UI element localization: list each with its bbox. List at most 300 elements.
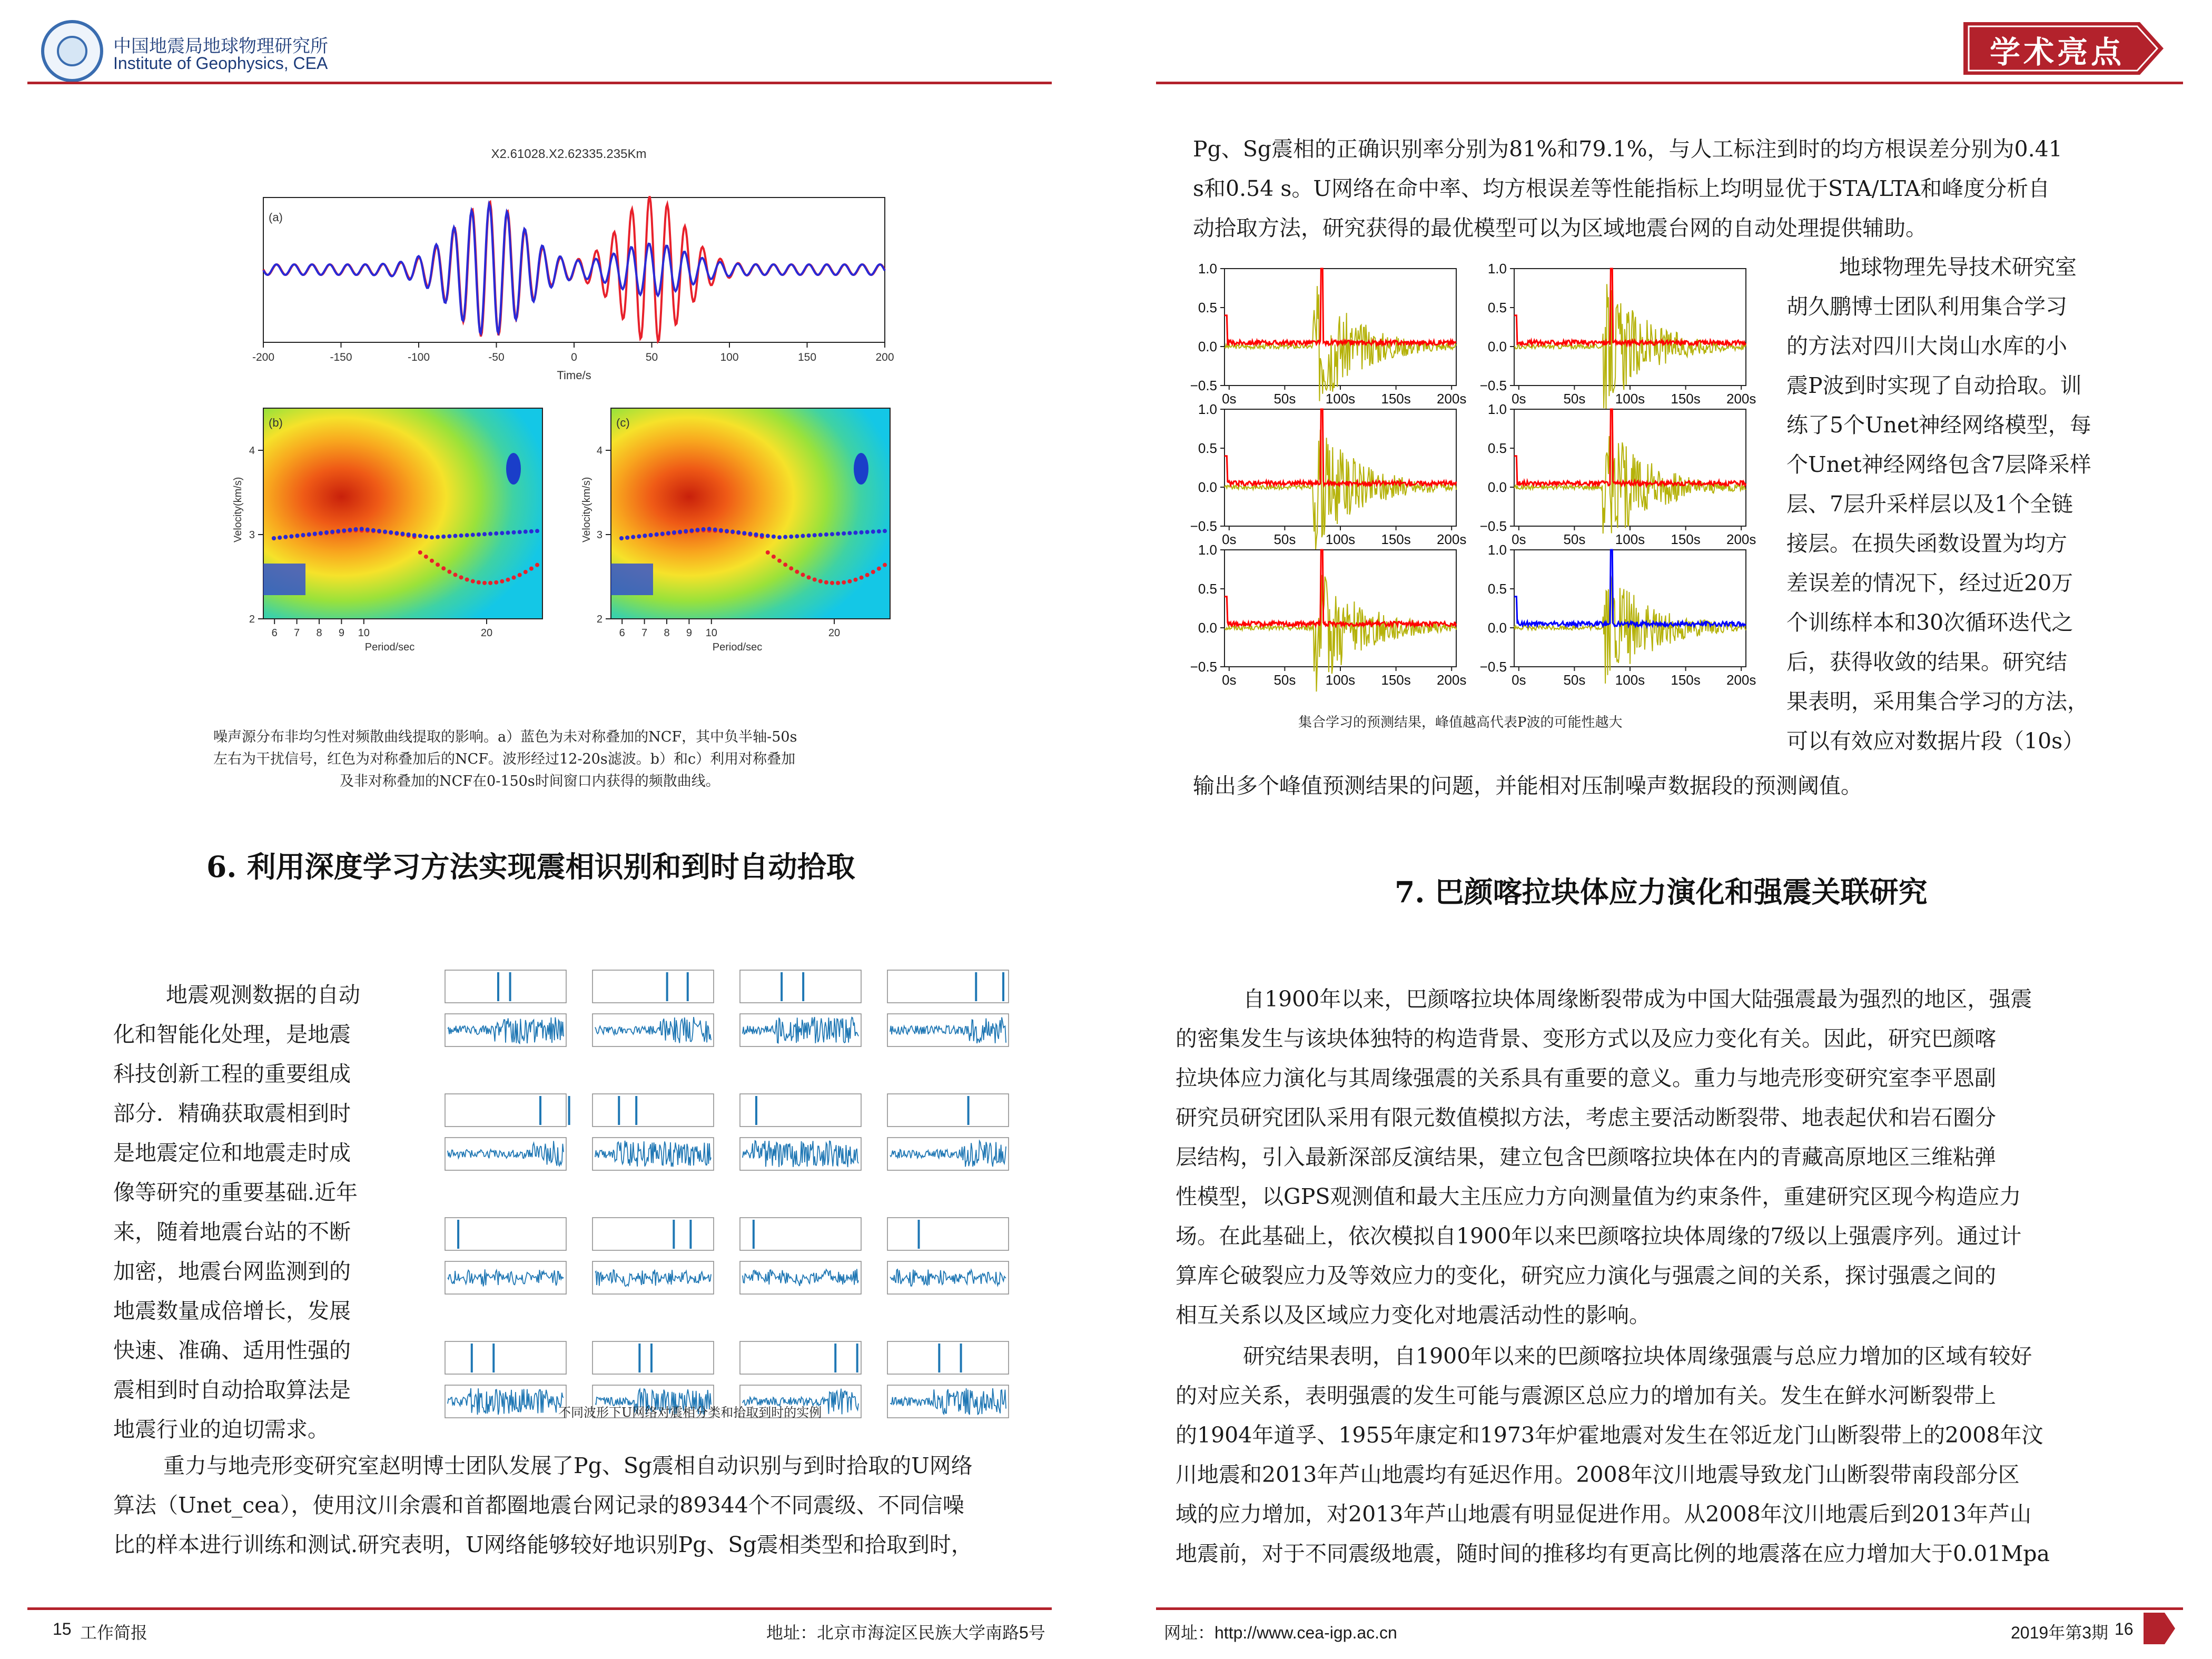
dispersion-point-blue <box>506 531 510 535</box>
ensemble-x-tick: 0s <box>1222 531 1237 547</box>
section6-para1-line: 部分．精确获取震相到时 <box>113 1101 351 1126</box>
dispersion-point-blue <box>512 530 516 535</box>
ensemble-x-tick: 50s <box>1273 391 1296 407</box>
dispersion-point-blue <box>707 527 712 531</box>
section7-para2-line: 地震前，对于不同震级地震，随时间的推移均有更高比例的地震落在应力增加大于0.01Mpa <box>1176 1541 2050 1566</box>
period-tick-label: 9 <box>338 627 344 639</box>
header-rule-right <box>1156 82 2183 84</box>
dispersion-point-blue <box>625 536 629 540</box>
dispersion-point-red <box>789 566 793 570</box>
section6-para1-line: 科技创新工程的重要组成 <box>113 1061 351 1087</box>
period-tick-label: 6 <box>271 627 278 639</box>
ensemble-x-tick: 100s <box>1615 672 1645 688</box>
dispersion-point-blue <box>807 534 811 538</box>
section7-para2-line: 的1904年道孚、1955年康定和1973年炉霍地震对发生在邻近龙门山断裂带上的2008年汶 <box>1176 1423 2043 1448</box>
dispersion-point-red <box>766 550 770 555</box>
dispersion-point-red <box>783 562 787 567</box>
dispersion-point-blue <box>313 531 317 536</box>
dispersion-point-blue <box>278 536 282 540</box>
velocity-tick-label: 2 <box>596 614 603 625</box>
dispersion-point-red <box>465 577 469 581</box>
ensemble-x-tick: 0s <box>1222 391 1237 407</box>
dispersion-point-blue <box>754 532 758 537</box>
dispersion-point-blue <box>418 534 422 538</box>
time-axis-ticks <box>252 342 894 363</box>
caption-top-line3: 及非对称叠加的NCF在0-150s时间窗口内获得的频散曲线。 <box>340 773 720 789</box>
dispersion-point-blue <box>400 532 404 536</box>
example-panel <box>887 1094 1009 1170</box>
caption-top-line1: 噪声源分布非均匀性对频散曲线提取的影响。a）蓝色为未对称叠加的NCF，其中负半轴-50s <box>213 729 797 745</box>
footer-address: 地址：北京市海淀区民族大学南路5号 <box>766 1623 1045 1642</box>
time-tick-label: -50 <box>488 351 505 363</box>
example-panel <box>592 1094 714 1170</box>
dispersion-point-blue <box>453 534 457 538</box>
dispersion-point-blue <box>301 533 305 537</box>
dispersion-point-blue <box>660 531 665 536</box>
ensemble-y-tick: 0.5 <box>1198 581 1217 597</box>
side-para-line: 接层。在损失函数设置为均方 <box>1786 531 2067 556</box>
dispersion-point-red <box>471 579 475 584</box>
time-tick-label: -100 <box>407 351 430 363</box>
header-rule-left <box>27 82 1052 84</box>
dispersion-point-blue <box>283 535 288 539</box>
dispersion-point-blue <box>713 528 717 532</box>
example-panel <box>887 1218 1009 1294</box>
example-panel <box>740 1218 861 1294</box>
ensemble-x-tick: 100s <box>1325 391 1356 407</box>
dispersion-point-blue <box>535 529 539 533</box>
dispersion-point-red <box>813 577 817 581</box>
dispersion-point-blue <box>631 535 635 539</box>
dispersion-point-red <box>512 576 516 580</box>
ensemble-y-tick: 0.0 <box>1487 620 1507 636</box>
section6-para1-line: 快速、准确、适用性强的 <box>113 1338 351 1363</box>
dispersion-point-blue <box>847 531 852 535</box>
dispersion-point-blue <box>666 531 670 535</box>
ensemble-x-tick: 100s <box>1325 672 1356 688</box>
dispersion-point-red <box>807 575 811 579</box>
section6-para2-line: 算法（Unet_cea），使用汶川余震和首都圈地震台网记录的89344个不同震级、不同信噪 <box>113 1493 964 1518</box>
dispersion-point-blue <box>482 532 487 536</box>
dispersion-point-blue <box>412 533 417 537</box>
period-axis-label-c: Period/sec <box>712 641 763 653</box>
dispersion-point-red <box>488 581 492 585</box>
ensemble-x-tick: 50s <box>1273 531 1296 547</box>
time-tick-label: 150 <box>797 351 817 363</box>
section6-para1-line: 地震行业的迫切需求。 <box>113 1417 329 1442</box>
panel-c-blue-spot <box>854 453 868 485</box>
time-tick-label: -150 <box>330 351 352 363</box>
section6-para1-line: 来，随着地震台站的不断 <box>113 1219 351 1245</box>
example-panel <box>445 1341 566 1418</box>
ensemble-y-tick: −0.5 <box>1479 518 1507 534</box>
side-para-line: 果表明，采用集合学习的方法， <box>1786 689 2089 714</box>
section7-para1-line: 场。在此基础上，依次模拟自1900年以来巴颜喀拉块体周缘的7级以上强震序列。通过计 <box>1176 1223 2022 1249</box>
ensemble-panel <box>1480 401 1756 547</box>
example-panel <box>445 1218 566 1294</box>
side-para-line: 个Unet神经网络包含7层降采样 <box>1786 452 2091 477</box>
dispersion-point-blue <box>477 532 481 537</box>
period-tick-label: 7 <box>641 627 648 639</box>
example-panel <box>445 1094 570 1170</box>
dispersion-point-blue <box>702 527 706 531</box>
period-tick-label: 8 <box>664 627 670 639</box>
dispersion-point-blue <box>500 531 504 535</box>
ensemble-y-tick: 1.0 <box>1487 261 1507 276</box>
dispersion-point-blue <box>830 532 834 536</box>
dispersion-point-blue <box>319 531 323 535</box>
dispersion-point-blue <box>383 530 387 534</box>
dispersion-point-blue <box>366 528 370 532</box>
velocity-axis-label-b: Velocity(km/s) <box>232 477 244 542</box>
ensemble-x-tick: 200s <box>1726 391 1756 407</box>
ensemble-x-tick: 200s <box>1437 672 1467 688</box>
dispersion-point-blue <box>783 535 787 539</box>
dispersion-point-blue <box>394 531 399 535</box>
dispersion-point-blue <box>518 530 522 534</box>
ensemble-x-tick: 0s <box>1222 672 1237 688</box>
ensemble-x-tick: 50s <box>1563 391 1586 407</box>
ensemble-x-tick: 150s <box>1671 672 1701 688</box>
ensemble-x-tick: 50s <box>1273 672 1296 688</box>
ensemble-panel <box>1480 542 1756 688</box>
section6-para1-line: 加密，地震台网监测到的 <box>113 1259 351 1284</box>
side-para-line: 层、7层升采样层以及1个全链 <box>1786 491 2073 517</box>
section7-para1-line: 的密集发生与该块体独特的构造背景、变形方式以及应力变化有关。因此，研究巴颜喀 <box>1176 1026 1996 1051</box>
section7-para1-line: 拉块体应力演化与其周缘强震的关系具有重要的意义。重力与地壳形变研究室李平恩副 <box>1176 1065 1996 1091</box>
dispersion-point-red <box>524 570 528 574</box>
right-top-para-line: s和0.54 s。U网络在命中率、均方根误差等性能指标上均明显优于STA/LTA和峰度分析自 <box>1193 176 2050 201</box>
section-banner-label: 学术亮点 <box>1990 34 2125 70</box>
ensemble-y-tick: 1.0 <box>1198 261 1217 276</box>
ensemble-y-tick: 0.5 <box>1487 581 1507 597</box>
dispersion-point-red <box>830 581 834 585</box>
dispersion-point-red <box>424 555 428 559</box>
side-para-line: 可以有效应对数据片段（10s） <box>1786 728 2085 754</box>
section6-para1-line: 地震数量成倍增长，发展 <box>113 1298 351 1324</box>
dispersion-point-blue <box>289 534 293 538</box>
dispersion-point-blue <box>672 530 676 535</box>
dispersion-point-blue <box>813 533 817 537</box>
ensemble-y-tick: −0.5 <box>1190 659 1217 675</box>
dispersion-point-blue <box>719 528 723 532</box>
dispersion-point-blue <box>789 535 793 539</box>
ensemble-y-tick: 0.5 <box>1198 300 1217 315</box>
left-page-number: 15 <box>53 1619 72 1638</box>
side-para-line: 后，获得收敛的结果。研究结 <box>1786 649 2067 675</box>
ensemble-figure-caption: 集合学习的预测结果，峰值越高代表P波的可能性越大 <box>1298 715 1623 730</box>
dispersion-point-red <box>883 563 887 567</box>
dispersion-point-blue <box>736 530 740 535</box>
ensemble-x-tick: 200s <box>1726 531 1756 547</box>
dispersion-point-blue <box>424 535 428 539</box>
dispersion-point-blue <box>471 533 475 537</box>
period-tick-label: 20 <box>480 627 493 639</box>
period-tick-label: 8 <box>316 627 322 639</box>
caption-top-line2: 左右为干扰信号，红色为对称叠加后的NCF。波形经过12-20s滤波。b）和c）利用对称叠加 <box>213 751 796 767</box>
ensemble-y-tick: 1.0 <box>1487 542 1507 558</box>
dispersion-figure <box>221 142 916 664</box>
panel-c-label: (c) <box>616 416 630 429</box>
example-panel <box>887 1341 1009 1418</box>
dispersion-point-red <box>801 572 805 577</box>
ensemble-y-tick: 0.0 <box>1198 339 1217 354</box>
period-tick-label: 6 <box>619 627 625 639</box>
dispersion-point-red <box>459 575 463 579</box>
dispersion-point-blue <box>389 530 393 535</box>
dispersion-point-blue <box>307 532 311 537</box>
dispersion-point-red <box>842 580 846 585</box>
dispersion-point-red <box>877 567 881 571</box>
figure-title: X2.61028.X2.62335.235Km <box>491 147 647 161</box>
section7-para1-line: 性模型，以GPS观测值和最大主压应力方向测量值为约束条件，重建研究区现今构造应力 <box>1176 1184 2021 1209</box>
ensemble-x-tick: 200s <box>1437 391 1467 407</box>
section7-para2-line: 域的应力增加，对2013年芦山地震有明显促进作用。从2008年汶川地震后到2013年芦山 <box>1176 1502 2032 1527</box>
dispersion-point-blue <box>801 534 805 538</box>
dispersion-point-blue <box>678 530 682 534</box>
ensemble-x-tick: 100s <box>1615 391 1645 407</box>
section6-para1-line: 像等研究的重要基础.近年 <box>113 1180 358 1205</box>
footer-issue: 2019年第3期 <box>2011 1623 2108 1642</box>
section7-para1-line: 研究员研究团队采用有限元数值模拟方法，考虑主要活动断裂带、地表起伏和岩石圈分 <box>1176 1105 1996 1130</box>
dispersion-point-blue <box>853 531 857 535</box>
ensemble-y-tick: −0.5 <box>1479 659 1507 675</box>
dispersion-point-blue <box>772 535 776 539</box>
dispersion-point-red <box>518 573 522 577</box>
section7-para2-line: 研究结果表明，自1900年以来的巴颜喀拉块体周缘强震与总应力增加的区域有较好 <box>1243 1344 2032 1369</box>
ensemble-y-tick: −0.5 <box>1190 518 1217 534</box>
section7-para1-line: 相互关系以及区域应力变化对地震活动性的影响。 <box>1176 1302 1651 1328</box>
side-para-line: 胡久鹏博士团队利用集合学习 <box>1786 294 2067 319</box>
section7-para1-line: 算库仑破裂应力及等效应力的变化，研究应力演化与强震之间的关系，探讨强震之间的 <box>1176 1263 1996 1288</box>
dispersion-point-red <box>871 570 875 574</box>
section6-heading: 6. 利用深度学习方法实现震相识别和到时自动拾取 <box>206 850 855 884</box>
ensemble-panel <box>1190 401 1467 550</box>
panel-c-lowvel-blob <box>611 564 653 595</box>
grid-figure-caption: 不同波形下U网络对震相分类和拾取到时的实例 <box>558 1405 822 1420</box>
time-tick-label: 50 <box>645 351 658 363</box>
dispersion-point-blue <box>684 529 688 534</box>
dispersion-point-red <box>436 562 440 567</box>
dispersion-point-blue <box>760 533 764 537</box>
ensemble-x-tick: 200s <box>1726 672 1756 688</box>
section7-heading: 7. 巴颜喀拉块体应力演化和强震关联研究 <box>1395 875 1928 909</box>
dispersion-point-blue <box>430 535 434 539</box>
dispersion-point-red <box>441 566 446 570</box>
period-axis-label-b: Period/sec <box>364 641 415 653</box>
dispersion-point-red <box>482 581 487 585</box>
dispersion-point-blue <box>871 530 875 534</box>
ensemble-x-tick: 150s <box>1381 531 1411 547</box>
section6-para2-line: 比的样本进行训练和测试.研究表明，U网络能够较好地识别Pg、Sg震相类型和拾取到时， <box>113 1532 973 1557</box>
dispersion-point-blue <box>295 534 299 538</box>
dispersion-point-red <box>824 580 828 585</box>
section6-para1-line: 化和智能化处理，是地震 <box>113 1022 351 1047</box>
time-tick-label: 100 <box>720 351 739 363</box>
ensemble-y-tick: 0.0 <box>1198 479 1217 495</box>
ensemble-x-tick: 100s <box>1325 531 1356 547</box>
dispersion-point-blue <box>494 531 498 536</box>
dispersion-point-blue <box>459 534 463 538</box>
velocity-tick-label: 4 <box>596 445 603 457</box>
time-tick-label: 200 <box>875 351 894 363</box>
section6-para1-line: 是地震定位和地震走时成 <box>113 1140 351 1166</box>
dispersion-point-red <box>494 580 498 585</box>
example-panel <box>740 970 861 1046</box>
dispersion-point-blue <box>348 528 352 532</box>
side-para-line: 地球物理先导技术研究室 <box>1839 254 2077 280</box>
dispersion-point-blue <box>272 536 276 540</box>
dispersion-point-red <box>506 578 510 582</box>
dispersion-point-blue <box>695 528 699 532</box>
period-tick-label: 9 <box>686 627 692 639</box>
dispersion-point-blue <box>330 530 334 534</box>
dispersion-point-red <box>477 580 481 585</box>
dispersion-point-blue <box>883 529 887 533</box>
dispersion-point-blue <box>436 535 440 539</box>
period-tick-label: 10 <box>358 627 370 639</box>
ensemble-panel <box>1190 542 1467 692</box>
section6-para1-line: 地震观测数据的自动 <box>166 982 360 1008</box>
side-para-line: 个训练样本和30次循环迭代之 <box>1786 610 2073 635</box>
dispersion-point-blue <box>865 530 870 534</box>
footer-rule-right <box>1156 1607 2183 1610</box>
ensemble-x-tick: 150s <box>1381 391 1411 407</box>
ensemble-y-tick: 0.0 <box>1198 620 1217 636</box>
dispersion-point-red <box>418 550 422 555</box>
dispersion-point-blue <box>637 534 641 538</box>
ensemble-x-tick: 150s <box>1671 531 1701 547</box>
dispersion-point-blue <box>824 532 828 537</box>
ensemble-panel <box>1480 261 1756 409</box>
institute-name-cn: 中国地震局地球物理研究所 <box>113 36 328 56</box>
dispersion-point-red <box>535 563 539 567</box>
dispersion-point-blue <box>643 534 647 538</box>
dispersion-point-blue <box>842 531 846 536</box>
dispersion-point-blue <box>354 527 358 531</box>
side-para-line: 练了5个Unet神经网络模型，每 <box>1786 412 2091 438</box>
section7-para2-line: 的对应关系，表明强震的发生可能与震源区总应力的增加有关。发生在鲜水河断裂带上 <box>1176 1383 1996 1408</box>
ensemble-y-tick: 0.5 <box>1487 440 1507 456</box>
left-publication-name: 工作简报 <box>80 1623 148 1642</box>
dispersion-point-red <box>847 579 852 584</box>
institute-name-en: Institute of Geophysics, CEA <box>113 54 328 73</box>
dispersion-point-blue <box>619 536 624 540</box>
dispersion-point-blue <box>818 533 823 537</box>
dispersion-point-blue <box>689 528 694 532</box>
dispersion-point-red <box>865 573 870 577</box>
dispersion-point-blue <box>465 533 469 537</box>
velocity-tick-label: 4 <box>249 445 255 457</box>
time-tick-label: 0 <box>571 351 577 363</box>
panel-b-blue-spot <box>506 453 521 485</box>
example-panel <box>445 970 566 1046</box>
time-tick-label: -200 <box>252 351 275 363</box>
side-para-line: 的方法对四川大岗山水库的小 <box>1786 333 2067 359</box>
ensemble-y-tick: 1.0 <box>1198 542 1217 558</box>
dispersion-point-red <box>818 579 823 584</box>
side-para-line: 震P波到时实现了自动拾取。训 <box>1786 373 2082 398</box>
velocity-tick-label: 3 <box>596 529 603 541</box>
side-para-end: 输出多个峰值预测结果的问题，并能相对压制噪声数据段的预测阈值。 <box>1193 773 1862 798</box>
dispersion-point-blue <box>336 529 340 534</box>
dispersion-point-blue <box>860 530 864 535</box>
dispersion-point-blue <box>777 535 782 539</box>
ensemble-panel <box>1190 261 1467 407</box>
dispersion-point-blue <box>441 535 446 539</box>
section7-para1-line: 层结构，引入最新深部反演结果，建立包含巴颜喀拉块体在内的青藏高原地区三维粘弹 <box>1176 1144 1996 1170</box>
ensemble-y-tick: −0.5 <box>1190 378 1217 393</box>
dispersion-point-blue <box>730 530 735 534</box>
dispersion-point-blue <box>877 529 881 534</box>
velocity-tick-label: 3 <box>249 529 255 541</box>
section6-para2-line: 重力与地壳形变研究室赵明博士团队发展了Pg、Sg震相自动识别与到时拾取的U网络 <box>163 1453 973 1478</box>
panel-a-label: (a) <box>269 211 283 224</box>
dispersion-point-blue <box>795 534 799 538</box>
ensemble-y-tick: 0.0 <box>1487 339 1507 354</box>
right-top-para-line: 动拾取方法，研究获得的最优模型可以为区域地震台网的自动处理提供辅助。 <box>1193 215 1927 241</box>
example-panel <box>887 970 1009 1046</box>
example-panel <box>592 1218 714 1294</box>
period-tick-label: 20 <box>828 627 841 639</box>
period-tick-label: 7 <box>294 627 300 639</box>
dispersion-point-blue <box>742 531 746 535</box>
dispersion-point-red <box>430 559 434 563</box>
ensemble-x-tick: 0s <box>1512 531 1526 547</box>
dispersion-point-blue <box>407 532 411 537</box>
ensemble-prediction-figure <box>1177 253 1772 727</box>
ensemble-y-tick: 1.0 <box>1198 401 1217 417</box>
ensemble-x-tick: 50s <box>1563 672 1586 688</box>
ensemble-y-tick: 1.0 <box>1487 401 1507 417</box>
institute-logo <box>41 20 103 82</box>
dispersion-point-red <box>860 576 864 580</box>
dispersion-point-blue <box>766 534 770 538</box>
dispersion-point-blue <box>447 534 451 538</box>
unet-example-grid <box>434 959 1014 1438</box>
dispersion-point-blue <box>377 529 381 533</box>
period-tick-label: 10 <box>705 627 717 639</box>
dispersion-point-blue <box>324 530 329 535</box>
time-axis-label: Time/s <box>557 369 591 382</box>
right-page-number: 16 <box>2115 1619 2134 1638</box>
ensemble-x-tick: 0s <box>1512 672 1526 688</box>
panel-b-lowvel-blob <box>263 564 305 595</box>
velocity-tick-label: 2 <box>249 614 255 625</box>
dispersion-point-blue <box>649 533 653 537</box>
dispersion-point-red <box>795 570 799 574</box>
footer-rule-left <box>27 1607 1052 1610</box>
ensemble-y-tick: 0.0 <box>1487 479 1507 495</box>
side-para-line: 差误差的情况下，经过近20万 <box>1786 570 2073 596</box>
dispersion-point-blue <box>529 529 534 534</box>
dispersion-point-blue <box>524 530 528 534</box>
dispersion-point-blue <box>655 532 659 537</box>
dispersion-point-red <box>447 570 451 574</box>
dispersion-point-blue <box>725 529 729 533</box>
panel-b-label: (b) <box>269 416 283 429</box>
footer-website-link[interactable]: 网址：http://www.cea-igp.ac.cn <box>1164 1623 1397 1642</box>
ensemble-x-tick: 100s <box>1615 531 1645 547</box>
ensemble-x-tick: 150s <box>1671 391 1701 407</box>
dispersion-point-red <box>772 555 776 559</box>
dispersion-point-red <box>529 567 534 571</box>
example-panel <box>592 970 714 1046</box>
velocity-axis-label-c: Velocity(km/s) <box>581 477 592 542</box>
ensemble-y-tick: 0.5 <box>1487 300 1507 315</box>
dispersion-point-blue <box>488 532 492 536</box>
dispersion-point-blue <box>836 532 840 536</box>
